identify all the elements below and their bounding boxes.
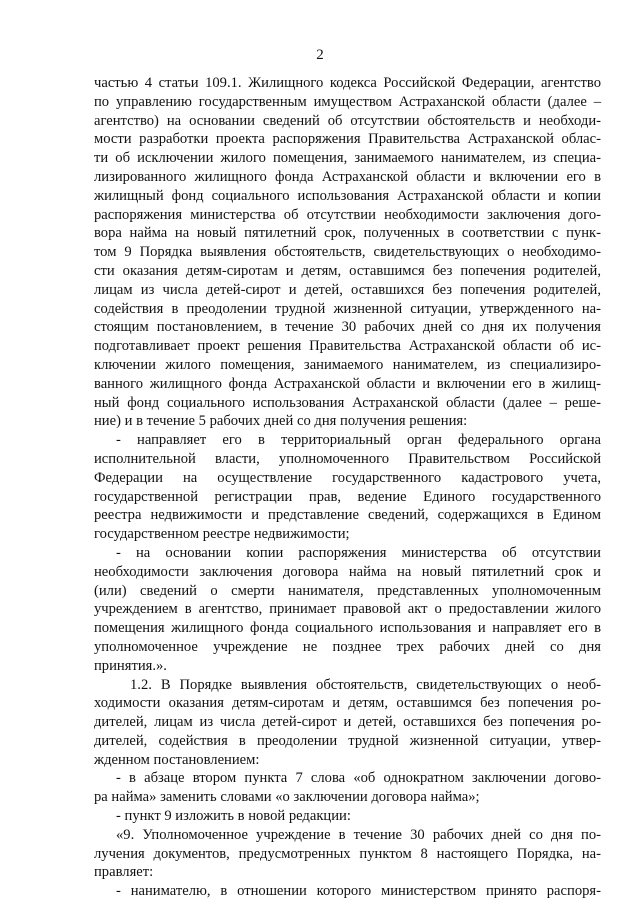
page-number: 2 bbox=[316, 47, 324, 63]
text-line: принятия.». bbox=[94, 657, 167, 674]
text-line: помещения жилищного фонда социального использования и направляет его в bbox=[94, 620, 601, 637]
text-line: содействия в преодолении трудной жизненной ситуации, утвержденного на- bbox=[94, 300, 601, 317]
text-line: учреждением в агентство, принимает правовой акт о предоставлении жилого bbox=[94, 601, 601, 618]
text-line: агентство) на основании сведений об отсутствии обстоятельств и необходи- bbox=[94, 112, 601, 129]
text-line: лучения документов, предусмотренных пунктом 8 настоящего Порядка, на- bbox=[94, 845, 601, 862]
text-line: ти об исключении жилого помещения, занимаемого нанимателем, из специа- bbox=[94, 150, 601, 167]
text-line: реестра недвижимости и представление сведений, содержащихся в Едином bbox=[94, 507, 601, 524]
text-line: частью 4 статьи 109.1. Жилищного кодекса Российской Федерации, агентство bbox=[94, 75, 601, 91]
text-line: Федерации на осуществление государственного кадастрового учета, bbox=[94, 469, 601, 486]
text-line: ние) и в течение 5 рабочих дней со дня получения решения: bbox=[94, 413, 468, 430]
text-line: «9. Уполномоченное учреждение в течение 30 рабочих дней со дня по- bbox=[116, 826, 601, 843]
text-line: (или) сведений о смерти нанимателя, представленных уполномоченным bbox=[94, 582, 601, 599]
text-line: - в абзаце втором пункта 7 слова «об однократном заключении догово- bbox=[116, 770, 601, 787]
text-line: - пункт 9 изложить в новой редакции: bbox=[116, 808, 351, 825]
text-line: правляет: bbox=[94, 864, 154, 881]
text-line: вора найма на новый пятилетний срок, полученных в соответствии с пунк- bbox=[94, 225, 601, 242]
text-line: государственном реестре недвижимости; bbox=[94, 526, 350, 543]
text-line: жилищный фонд социального использования Астраханской области и копии bbox=[94, 187, 601, 204]
text-line: ходимости оказания детям-сиротам и детям, оставшимся без попечения ро- bbox=[94, 695, 601, 712]
text-line: уполномоченное учреждение не позднее трех рабочих дней со дня bbox=[94, 638, 601, 655]
text-line: мости разработки проекта распоряжения Правительства Астраханской облас- bbox=[94, 131, 601, 148]
text-line: ра найма» заменить словами «о заключении договора найма»; bbox=[94, 789, 480, 806]
document-body bbox=[94, 74, 601, 901]
text-line: ный фонд социального использования Астраханской области (далее – реше- bbox=[94, 394, 601, 411]
text-line: - направляет его в территориальный орган федерального органа bbox=[116, 432, 601, 449]
text-line: стоящим постановлением, в течение 30 рабочих дней со дня их получения bbox=[94, 319, 601, 336]
text-line: лицам из числа детей-сирот и детей, оставшихся без попечения родителей, bbox=[94, 281, 601, 298]
text-line: по управлению государственным имуществом Астраханской области (далее – bbox=[94, 93, 601, 110]
text-line: том 9 Порядка выявления обстоятельств, свидетельствующих о необходимо- bbox=[94, 244, 601, 261]
text-line: ванного жилищного фонда Астраханской области и включении его в жилищ- bbox=[94, 375, 601, 392]
text-line: государственной регистрации прав, ведение Единого государственного bbox=[94, 488, 601, 505]
text-line: исполнительной власти, уполномоченного Правительством Российской bbox=[94, 450, 601, 467]
text-line: дителей, содействия в преодолении трудной жизненной ситуации, утвер- bbox=[94, 732, 601, 749]
text-line: распоряжения министерства об отсутствии необходимости заключения дого- bbox=[94, 206, 601, 223]
text-line: 1.2. В Порядке выявления обстоятельств, свидетельствующих о необ- bbox=[130, 676, 601, 693]
text-line: жденном постановлением: bbox=[94, 751, 260, 768]
text-line: подготавливает проект решения Правительства Астраханской области об ис- bbox=[94, 338, 601, 355]
text-line: дителей, лицам из числа детей-сирот и детей, оставшихся без попечения ро- bbox=[94, 714, 601, 731]
text-line: - нанимателю, в отношении которого министерством принято распоря- bbox=[116, 883, 601, 900]
text-line: необходимости заключения договора найма на новый пятилетний срок и bbox=[94, 563, 601, 580]
text-line: сти оказания детям-сиротам и детям, оставшимся без попечения родителей, bbox=[94, 262, 601, 279]
text-line: лизированного жилищного фонда Астраханской области и включении его в bbox=[94, 168, 601, 185]
text-line: - на основании копии распоряжения министерства об отсутствии bbox=[116, 544, 601, 561]
text-line: ключении жилого помещения, занимаемого нанимателем, из специализиро- bbox=[94, 356, 601, 373]
